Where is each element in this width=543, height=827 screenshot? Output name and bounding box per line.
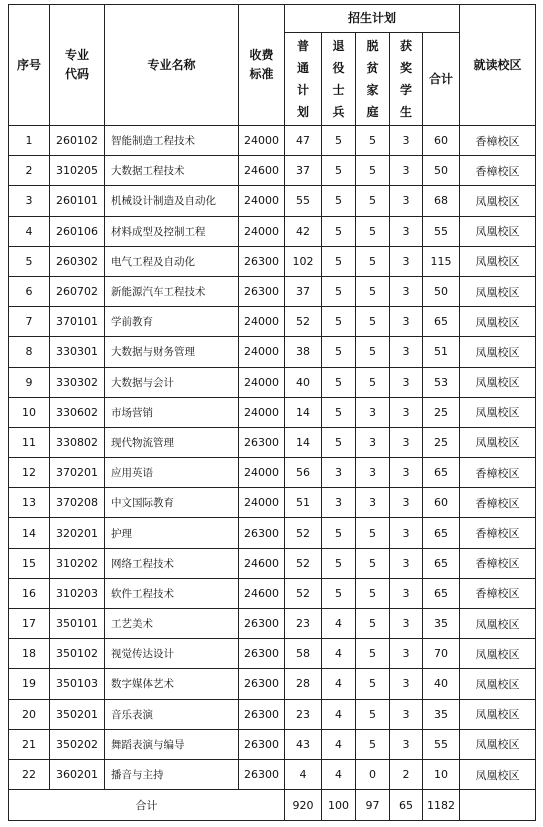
cell-veteran: 5: [322, 307, 356, 337]
cell-seq: 8: [9, 337, 50, 367]
cell-total: 65: [423, 458, 460, 488]
cell-code: 350102: [50, 639, 105, 669]
cell-award: 3: [390, 518, 423, 548]
table-row: [9, 186, 536, 216]
cell-total: 35: [423, 609, 460, 639]
cell-award: 3: [390, 397, 423, 427]
cell-campus: 凤凰校区: [460, 427, 536, 457]
total-row: [9, 790, 536, 821]
cell-poverty: 5: [356, 246, 390, 276]
cell-campus: 香樟校区: [460, 126, 536, 156]
cell-regular: 23: [285, 699, 322, 729]
cell-poverty: 5: [356, 639, 390, 669]
cell-total: 65: [423, 578, 460, 608]
cell-name: 大数据与会计: [105, 367, 239, 397]
table-row: [9, 126, 536, 156]
cell-name: 大数据工程技术: [105, 156, 239, 186]
cell-regular: 38: [285, 337, 322, 367]
cell-poverty: 3: [356, 397, 390, 427]
cell-award: 3: [390, 427, 423, 457]
header-campus: 就读校区: [460, 5, 536, 126]
cell-code: 370201: [50, 458, 105, 488]
cell-code: 260102: [50, 126, 105, 156]
cell-fee: 24000: [239, 397, 285, 427]
cell-name: 现代物流管理: [105, 427, 239, 457]
cell-total: 60: [423, 126, 460, 156]
cell-poverty: 5: [356, 669, 390, 699]
cell-award: 3: [390, 609, 423, 639]
cell-campus: 凤凰校区: [460, 609, 536, 639]
cell-poverty: 5: [356, 518, 390, 548]
cell-regular: 4: [285, 759, 322, 789]
cell-name: 大数据与财务管理: [105, 337, 239, 367]
cell-fee: 26300: [239, 276, 285, 306]
total-regular: 920: [285, 790, 322, 821]
cell-fee: 26300: [239, 427, 285, 457]
table-row: [9, 307, 536, 337]
cell-regular: 23: [285, 609, 322, 639]
cell-seq: 9: [9, 367, 50, 397]
cell-fee: 24600: [239, 156, 285, 186]
cell-award: 3: [390, 216, 423, 246]
cell-award: 3: [390, 578, 423, 608]
cell-poverty: 3: [356, 488, 390, 518]
cell-name: 舞蹈表演与编导: [105, 729, 239, 759]
cell-poverty: 0: [356, 759, 390, 789]
cell-name: 工艺美术: [105, 609, 239, 639]
cell-name: 中文国际教育: [105, 488, 239, 518]
cell-award: 3: [390, 458, 423, 488]
cell-poverty: 5: [356, 548, 390, 578]
cell-seq: 5: [9, 246, 50, 276]
total-sum: 1182: [423, 790, 460, 821]
cell-campus: 凤凰校区: [460, 639, 536, 669]
cell-veteran: 3: [322, 488, 356, 518]
cell-code: 310203: [50, 578, 105, 608]
table-row: [9, 216, 536, 246]
cell-regular: 102: [285, 246, 322, 276]
cell-total: 115: [423, 246, 460, 276]
cell-name: 材料成型及控制工程: [105, 216, 239, 246]
cell-award: 3: [390, 246, 423, 276]
cell-seq: 15: [9, 548, 50, 578]
cell-code: 260106: [50, 216, 105, 246]
table-footer: [9, 790, 536, 821]
cell-total: 10: [423, 759, 460, 789]
cell-total: 55: [423, 216, 460, 246]
cell-poverty: 5: [356, 186, 390, 216]
table-row: [9, 669, 536, 699]
cell-fee: 26300: [239, 759, 285, 789]
cell-fee: 26300: [239, 639, 285, 669]
cell-total: 53: [423, 367, 460, 397]
cell-total: 50: [423, 276, 460, 306]
cell-total: 35: [423, 699, 460, 729]
cell-campus: 香樟校区: [460, 548, 536, 578]
cell-award: 3: [390, 548, 423, 578]
header-subtotal: 合计: [423, 33, 460, 126]
cell-fee: 24600: [239, 578, 285, 608]
cell-total: 50: [423, 156, 460, 186]
cell-veteran: 5: [322, 427, 356, 457]
cell-poverty: 5: [356, 126, 390, 156]
cell-fee: 26300: [239, 518, 285, 548]
cell-regular: 28: [285, 669, 322, 699]
cell-award: 3: [390, 699, 423, 729]
cell-code: 260101: [50, 186, 105, 216]
table-row: [9, 548, 536, 578]
table-row: [9, 759, 536, 789]
header-fee: 收费标准: [239, 5, 285, 126]
cell-fee: 26300: [239, 609, 285, 639]
cell-campus: 凤凰校区: [460, 337, 536, 367]
cell-seq: 10: [9, 397, 50, 427]
table-row: [9, 427, 536, 457]
cell-campus: 香樟校区: [460, 488, 536, 518]
cell-regular: 37: [285, 156, 322, 186]
header-plan-group: 招生计划: [285, 5, 460, 33]
cell-code: 320201: [50, 518, 105, 548]
cell-veteran: 4: [322, 669, 356, 699]
cell-seq: 20: [9, 699, 50, 729]
cell-name: 网络工程技术: [105, 548, 239, 578]
cell-poverty: 3: [356, 458, 390, 488]
cell-poverty: 5: [356, 367, 390, 397]
cell-award: 3: [390, 639, 423, 669]
cell-code: 260302: [50, 246, 105, 276]
cell-regular: 51: [285, 488, 322, 518]
cell-total: 65: [423, 518, 460, 548]
cell-veteran: 5: [322, 216, 356, 246]
cell-campus: 凤凰校区: [460, 669, 536, 699]
cell-seq: 6: [9, 276, 50, 306]
cell-total: 65: [423, 548, 460, 578]
cell-award: 3: [390, 186, 423, 216]
cell-regular: 14: [285, 427, 322, 457]
cell-veteran: 5: [322, 246, 356, 276]
cell-fee: 26300: [239, 246, 285, 276]
cell-code: 370101: [50, 307, 105, 337]
cell-fee: 26300: [239, 699, 285, 729]
cell-name: 数字媒体艺术: [105, 669, 239, 699]
cell-code: 310202: [50, 548, 105, 578]
cell-campus: 香樟校区: [460, 578, 536, 608]
cell-fee: 26300: [239, 669, 285, 699]
cell-seq: 12: [9, 458, 50, 488]
cell-regular: 42: [285, 216, 322, 246]
header-name: 专业名称: [105, 5, 239, 126]
table-row: [9, 397, 536, 427]
cell-veteran: 4: [322, 639, 356, 669]
cell-award: 3: [390, 337, 423, 367]
header-regular: 普通计划: [285, 33, 322, 126]
cell-campus: 凤凰校区: [460, 759, 536, 789]
cell-regular: 37: [285, 276, 322, 306]
cell-code: 330802: [50, 427, 105, 457]
cell-fee: 24600: [239, 548, 285, 578]
cell-veteran: 5: [322, 548, 356, 578]
cell-campus: 凤凰校区: [460, 276, 536, 306]
table-row: [9, 729, 536, 759]
cell-award: 3: [390, 729, 423, 759]
cell-regular: 52: [285, 548, 322, 578]
table-row: [9, 458, 536, 488]
cell-name: 软件工程技术: [105, 578, 239, 608]
cell-veteran: 5: [322, 367, 356, 397]
cell-total: 70: [423, 639, 460, 669]
cell-code: 260702: [50, 276, 105, 306]
total-poverty: 97: [356, 790, 390, 821]
cell-total: 65: [423, 307, 460, 337]
cell-code: 370208: [50, 488, 105, 518]
cell-poverty: 5: [356, 609, 390, 639]
table-row: [9, 367, 536, 397]
cell-poverty: 5: [356, 729, 390, 759]
table-row: [9, 578, 536, 608]
cell-total: 55: [423, 729, 460, 759]
cell-total: 25: [423, 427, 460, 457]
cell-campus: 香樟校区: [460, 518, 536, 548]
cell-award: 3: [390, 669, 423, 699]
cell-total: 68: [423, 186, 460, 216]
cell-campus: 香樟校区: [460, 156, 536, 186]
cell-award: 3: [390, 126, 423, 156]
cell-veteran: 4: [322, 759, 356, 789]
cell-name: 电气工程及自动化: [105, 246, 239, 276]
cell-code: 330302: [50, 367, 105, 397]
enrollment-plan-table: [8, 4, 536, 821]
cell-campus: 凤凰校区: [460, 246, 536, 276]
cell-regular: 56: [285, 458, 322, 488]
cell-code: 330602: [50, 397, 105, 427]
cell-fee: 26300: [239, 729, 285, 759]
total-label: 合计: [9, 790, 285, 821]
cell-veteran: 5: [322, 397, 356, 427]
cell-poverty: 5: [356, 578, 390, 608]
cell-campus: 凤凰校区: [460, 367, 536, 397]
cell-seq: 2: [9, 156, 50, 186]
cell-name: 智能制造工程技术: [105, 126, 239, 156]
cell-seq: 1: [9, 126, 50, 156]
cell-name: 新能源汽车工程技术: [105, 276, 239, 306]
cell-code: 310205: [50, 156, 105, 186]
total-campus-empty: [460, 790, 536, 821]
cell-name: 应用英语: [105, 458, 239, 488]
cell-seq: 19: [9, 669, 50, 699]
table-header: [9, 5, 536, 126]
header-veteran: 退役士兵: [322, 33, 356, 126]
cell-regular: 58: [285, 639, 322, 669]
cell-fee: 24000: [239, 216, 285, 246]
cell-poverty: 5: [356, 276, 390, 306]
header-seq: 序号: [9, 5, 50, 126]
table-body: [9, 126, 536, 790]
cell-fee: 24000: [239, 307, 285, 337]
cell-award: 3: [390, 367, 423, 397]
table-row: [9, 609, 536, 639]
cell-veteran: 5: [322, 186, 356, 216]
cell-award: 3: [390, 156, 423, 186]
cell-veteran: 5: [322, 518, 356, 548]
table-row: [9, 639, 536, 669]
cell-seq: 13: [9, 488, 50, 518]
cell-veteran: 5: [322, 276, 356, 306]
cell-seq: 18: [9, 639, 50, 669]
cell-code: 360201: [50, 759, 105, 789]
cell-poverty: 3: [356, 427, 390, 457]
cell-fee: 24000: [239, 126, 285, 156]
cell-veteran: 5: [322, 126, 356, 156]
cell-regular: 43: [285, 729, 322, 759]
cell-award: 3: [390, 276, 423, 306]
cell-regular: 55: [285, 186, 322, 216]
cell-veteran: 5: [322, 578, 356, 608]
table-row: [9, 246, 536, 276]
cell-seq: 14: [9, 518, 50, 548]
cell-name: 视觉传达设计: [105, 639, 239, 669]
cell-poverty: 5: [356, 699, 390, 729]
cell-fee: 24000: [239, 458, 285, 488]
cell-code: 350101: [50, 609, 105, 639]
cell-veteran: 5: [322, 337, 356, 367]
cell-code: 350202: [50, 729, 105, 759]
cell-fee: 24000: [239, 488, 285, 518]
header-code: 专业代码: [50, 5, 105, 126]
cell-name: 护理: [105, 518, 239, 548]
cell-regular: 47: [285, 126, 322, 156]
cell-code: 350201: [50, 699, 105, 729]
cell-campus: 凤凰校区: [460, 397, 536, 427]
cell-seq: 7: [9, 307, 50, 337]
cell-name: 音乐表演: [105, 699, 239, 729]
cell-veteran: 3: [322, 458, 356, 488]
cell-fee: 24000: [239, 367, 285, 397]
cell-award: 3: [390, 488, 423, 518]
cell-seq: 16: [9, 578, 50, 608]
cell-campus: 凤凰校区: [460, 216, 536, 246]
cell-poverty: 5: [356, 337, 390, 367]
cell-total: 60: [423, 488, 460, 518]
cell-code: 330301: [50, 337, 105, 367]
cell-veteran: 4: [322, 699, 356, 729]
cell-regular: 52: [285, 518, 322, 548]
cell-campus: 凤凰校区: [460, 186, 536, 216]
cell-regular: 52: [285, 578, 322, 608]
cell-campus: 香樟校区: [460, 458, 536, 488]
cell-name: 机械设计制造及自动化: [105, 186, 239, 216]
table-row: [9, 276, 536, 306]
cell-poverty: 5: [356, 307, 390, 337]
cell-veteran: 5: [322, 156, 356, 186]
total-veteran: 100: [322, 790, 356, 821]
cell-seq: 4: [9, 216, 50, 246]
cell-seq: 3: [9, 186, 50, 216]
cell-total: 25: [423, 397, 460, 427]
header-award: 获奖学生: [390, 33, 423, 126]
cell-veteran: 4: [322, 609, 356, 639]
cell-campus: 凤凰校区: [460, 729, 536, 759]
cell-award: 3: [390, 307, 423, 337]
cell-seq: 22: [9, 759, 50, 789]
cell-veteran: 4: [322, 729, 356, 759]
cell-name: 学前教育: [105, 307, 239, 337]
cell-award: 2: [390, 759, 423, 789]
table-row: [9, 699, 536, 729]
cell-seq: 17: [9, 609, 50, 639]
cell-campus: 凤凰校区: [460, 699, 536, 729]
cell-name: 播音与主持: [105, 759, 239, 789]
cell-regular: 40: [285, 367, 322, 397]
cell-name: 市场营销: [105, 397, 239, 427]
cell-poverty: 5: [356, 216, 390, 246]
table-row: [9, 488, 536, 518]
total-award: 65: [390, 790, 423, 821]
table-row: [9, 156, 536, 186]
table-row: [9, 337, 536, 367]
cell-campus: 凤凰校区: [460, 307, 536, 337]
cell-seq: 21: [9, 729, 50, 759]
cell-fee: 24000: [239, 186, 285, 216]
cell-total: 40: [423, 669, 460, 699]
cell-code: 350103: [50, 669, 105, 699]
cell-total: 51: [423, 337, 460, 367]
cell-seq: 11: [9, 427, 50, 457]
table-row: [9, 518, 536, 548]
cell-regular: 14: [285, 397, 322, 427]
cell-fee: 24000: [239, 337, 285, 367]
header-poverty: 脱贫家庭: [356, 33, 390, 126]
cell-poverty: 5: [356, 156, 390, 186]
cell-regular: 52: [285, 307, 322, 337]
